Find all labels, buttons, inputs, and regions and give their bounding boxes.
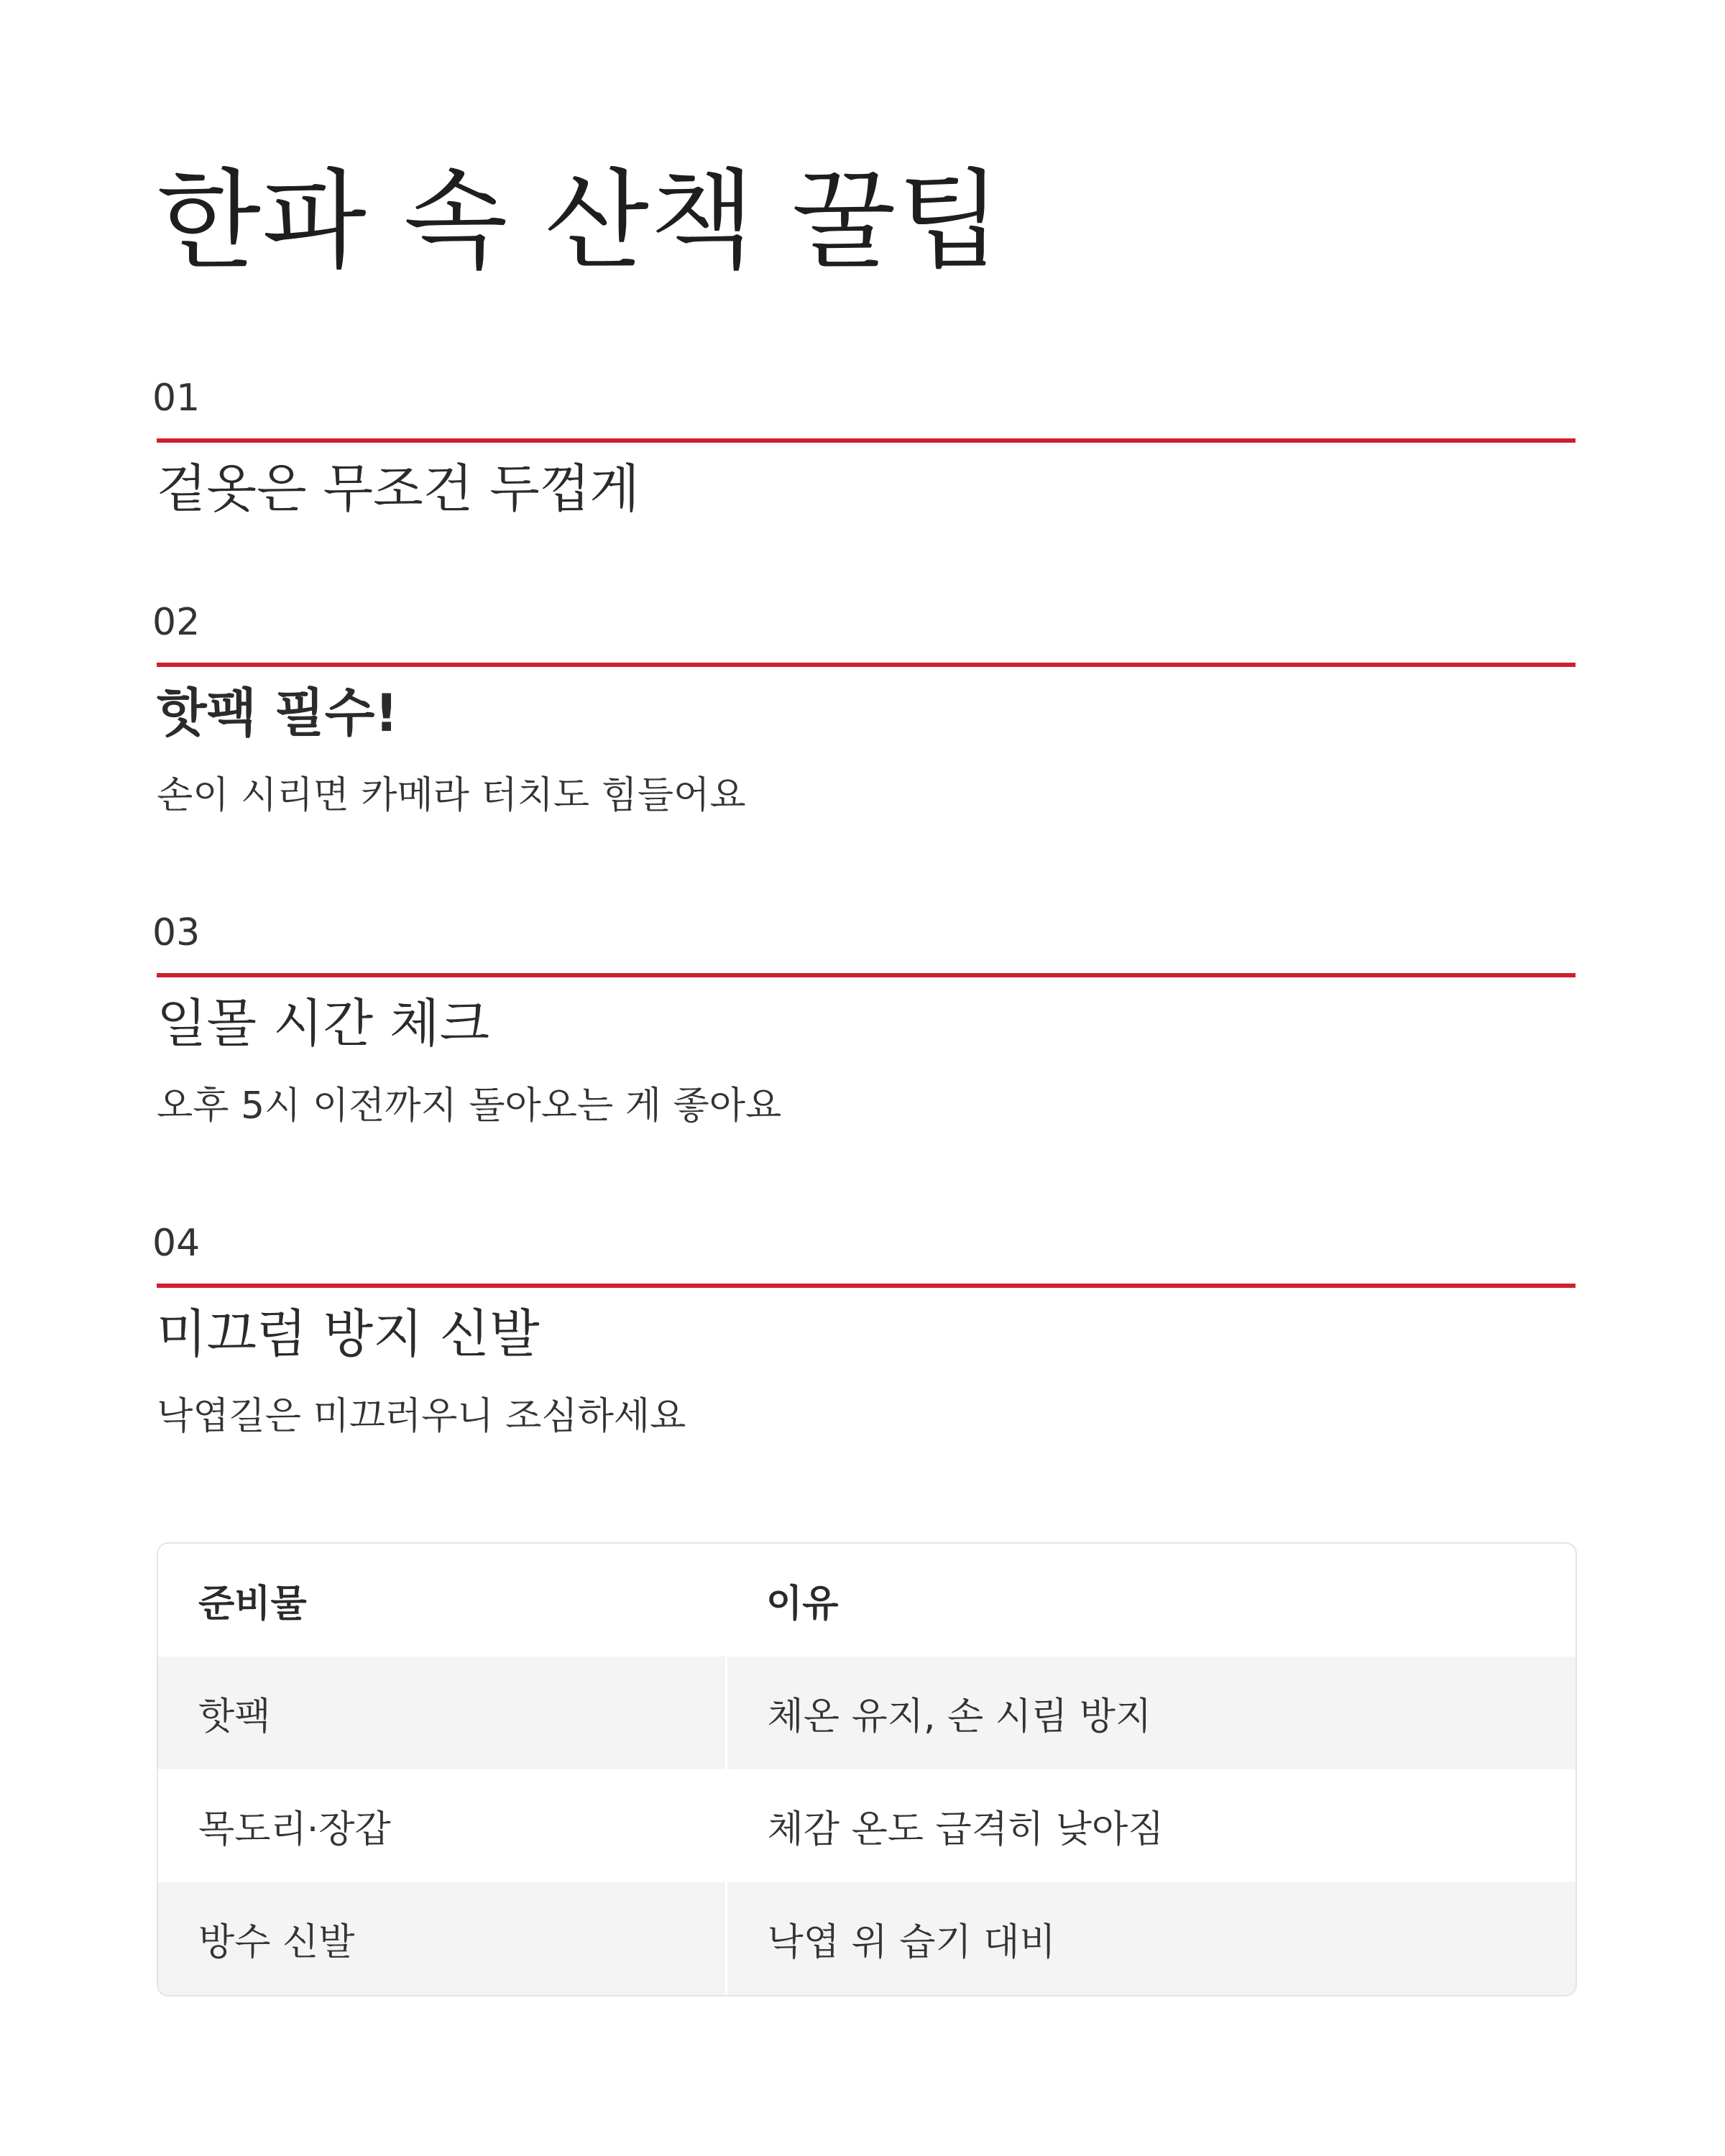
table-cell-reason: 체감 온도 급격히 낮아짐: [726, 1769, 1576, 1882]
table-row: [158, 1657, 1576, 1769]
tip-divider: [157, 973, 1576, 977]
tip-number: 02: [152, 601, 201, 644]
tip-divider: [157, 1284, 1576, 1288]
table-header-reason: 이유: [726, 1544, 1576, 1657]
table-cell-reason: 낙엽 위 습기 대비: [726, 1882, 1576, 1995]
tip-number: 04: [152, 1222, 201, 1265]
page-title: 한파 속 산책 꿀팁: [157, 159, 1003, 284]
tip-number: 01: [152, 377, 201, 420]
table-header-item: 준비물: [158, 1544, 726, 1657]
table-cell-item: 핫팩: [158, 1657, 726, 1769]
tip-description: 오후 5시 이전까지 돌아오는 게 좋아요: [157, 1084, 782, 1128]
tip-number: 03: [152, 911, 201, 954]
tip-title: 겉옷은 무조건 두껍게: [157, 459, 640, 519]
tip-title: 미끄럼 방지 신발: [157, 1304, 540, 1364]
tip-divider: [157, 663, 1576, 667]
tip-title: 핫팩 필수!: [157, 683, 399, 743]
checklist-grid: [158, 1544, 1576, 1995]
table-cell-reason: 체온 유지, 손 시림 방지: [726, 1657, 1576, 1769]
tip-description: 낙엽길은 미끄러우니 조심하세요: [157, 1395, 686, 1438]
table-cell-item: 목도리·장갑: [158, 1769, 726, 1882]
table-row: [158, 1882, 1576, 1995]
checklist-table: [157, 1542, 1577, 1996]
table-row: [158, 1769, 1576, 1882]
tip-divider: [157, 438, 1576, 443]
tip-title: 일몰 시간 체크: [157, 993, 490, 1054]
table-cell-item: 방수 신발: [158, 1882, 726, 1995]
tip-description: 손이 시리면 카메라 터치도 힘들어요: [157, 774, 746, 817]
table-header-row: [158, 1544, 1576, 1657]
